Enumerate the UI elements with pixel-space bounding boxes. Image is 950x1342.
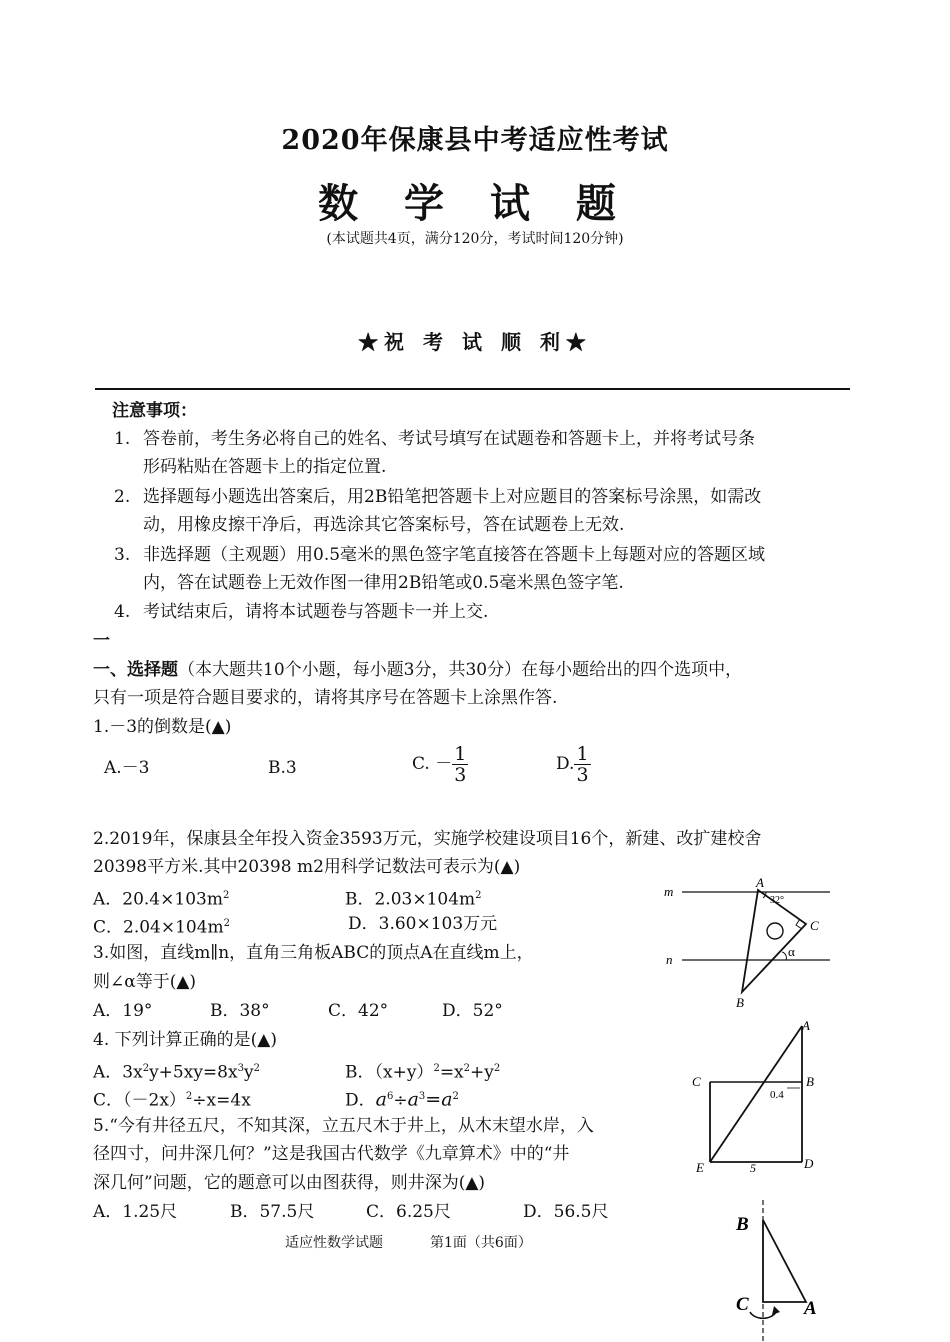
q5-option-c: C．6.25尺 <box>366 1202 451 1222</box>
superscript: 2 <box>452 1091 459 1102</box>
superscript: 2 <box>493 1063 501 1074</box>
q5-option-d: D．56.5尺 <box>523 1202 609 1222</box>
expr-part: +y <box>470 1062 494 1083</box>
expr-part: = <box>425 1088 442 1111</box>
label-32-deg: 32° <box>770 895 784 906</box>
arrow-head <box>772 1306 780 1315</box>
q5-option-a: A．1.25尺 <box>93 1202 178 1222</box>
label-alpha: α <box>788 944 795 959</box>
q2-option-b <box>345 885 482 911</box>
alpha-arc <box>782 952 786 960</box>
header-divider <box>95 388 850 390</box>
fraction-denominator: 3 <box>576 764 589 786</box>
good-luck-banner: ★祝 考 试 顺 利★ <box>358 330 592 354</box>
notice-item-4-line-1: 考试结束后，请将本试题卷与答题卡一并上交. <box>143 602 489 622</box>
q4-option-b <box>345 1058 500 1084</box>
notice-num-1: 1. <box>114 429 131 449</box>
expr-part: ÷x=4x <box>192 1090 251 1111</box>
label-c: C <box>692 1074 701 1089</box>
q2-option-b-text: B．2.03×104m <box>345 889 476 910</box>
q2-line-2: 20398平方米.其中20398 m2用科学记数法可表示为(▲) <box>93 857 521 877</box>
label-b: B <box>736 1214 749 1235</box>
label-a: A <box>802 1018 810 1033</box>
q3-option-b: B．38° <box>210 1001 270 1021</box>
label-c: C <box>810 918 819 933</box>
expr-part: =x <box>439 1062 464 1083</box>
q5-figure <box>690 1018 830 1178</box>
label-5: 5 <box>750 1161 756 1175</box>
q2-option-c-text: C．2.04×104m <box>93 917 224 938</box>
q5-option-b: B．57.5尺 <box>230 1202 315 1222</box>
fraction-denominator: 3 <box>454 764 467 786</box>
q1-option-c-prefix: C. － <box>412 754 453 774</box>
exam-info: (本试题共4页，满分120分，考试时间120分钟) <box>326 231 624 247</box>
q3-figure <box>660 872 840 1012</box>
q1-stem: 1.－3的倒数是(▲) <box>93 717 232 737</box>
label-a: A <box>804 1298 817 1319</box>
section1-desc-line-1: （本大题共10个小题，每小题3分，共30分）在每小题给出的四个选项中， <box>178 660 743 680</box>
q3-option-a: A．19° <box>93 1001 153 1021</box>
notice-item-2-line-2: 动，用橡皮擦干净后，再选涂其它答案标号，答在试题卷上无效. <box>143 515 625 535</box>
q1-option-d-prefix: D. <box>556 754 575 774</box>
q2-line-1: 2.2019年，保康县全年投入资金3593万元，实施学校建设项目16个，新建、改扩建校舍 <box>93 829 762 849</box>
superscript: 3 <box>418 1091 426 1102</box>
notice-item-3-line-1: 非选择题（主观题）用0.5毫米的黑色签字笔直接答在答题卡上每题对应的答题区域 <box>143 545 766 565</box>
section1-intro <box>93 659 742 681</box>
q2-option-d: D．3.60×103万元 <box>348 914 498 934</box>
superscript: 2 <box>433 1063 440 1074</box>
q4-option-c <box>93 1086 251 1112</box>
q5-line-3: 深几何”问题，它的题意可以由图获得，则井深为(▲) <box>93 1173 486 1193</box>
expr-part: C．（－2x） <box>93 1090 186 1111</box>
section1-heading: 一、选择题 <box>93 660 178 680</box>
var-a: a <box>407 1088 419 1111</box>
label-0-4: 0.4 <box>770 1089 784 1101</box>
footer-left: 适应性数学试题 <box>285 1235 383 1251</box>
expr-part: D． <box>345 1090 376 1111</box>
q1-option-b: B.3 <box>268 758 297 778</box>
q3-line-1: 3.如图，直线m∥n，直角三角板ABC的顶点A在直线m上， <box>93 943 534 963</box>
label-n: n <box>666 952 673 967</box>
superscript: 6 <box>386 1091 394 1102</box>
notice-num-2: 2. <box>114 487 131 507</box>
exam-title: 2020年保康县中考适应性考试 <box>281 125 669 156</box>
expr-part: y <box>243 1062 254 1083</box>
expr-part: A．3x <box>93 1062 143 1083</box>
line-ea <box>710 1026 802 1162</box>
label-m: m <box>664 884 674 899</box>
notice-item-1-line-1: 答卷前，考生务必将自己的姓名、考试号填写在试题卷和答题卡上，并将考试号条 <box>143 429 755 449</box>
q5-line-1: 5.“今有井径五尺，不知其深，立五尺木于井上，从木末望水岸，入 <box>93 1116 594 1136</box>
var-a: a <box>441 1088 453 1111</box>
superscript: 2 <box>475 890 482 901</box>
q1-option-d-fraction <box>574 744 590 785</box>
q4-option-d <box>345 1086 459 1112</box>
q2-option-c <box>93 913 230 939</box>
superscript: 2 <box>463 1063 471 1074</box>
q4-option-a <box>93 1058 260 1084</box>
q1-option-c <box>412 744 468 785</box>
superscript: 2 <box>142 1063 150 1074</box>
notice-num-4: 4. <box>114 602 131 622</box>
footer-page-number: 第1面（共6面） <box>430 1235 532 1251</box>
label-a: A <box>756 875 764 890</box>
label-e: E <box>696 1160 704 1175</box>
superscript: 2 <box>185 1091 193 1102</box>
notice-item-3-line-2: 内，答在试题卷上无效作图一律用2B铅笔或0.5毫米黑色签字笔. <box>143 573 624 593</box>
fraction-numerator: 1 <box>454 743 467 765</box>
var-a: a <box>375 1088 387 1111</box>
q3-option-d: D．52° <box>442 1001 503 1021</box>
q3-option-c: C．42° <box>328 1001 389 1021</box>
expr-part: y+5xy=8x <box>149 1062 238 1083</box>
superscript: 2 <box>253 1063 260 1074</box>
notice-num-3: 3. <box>114 545 131 565</box>
notice-item-2-line-1: 选择题每小题选出答案后，用2B铅笔把答题卡上对应题目的答案标号涂黑，如需改 <box>143 487 762 507</box>
label-d: D <box>804 1156 814 1171</box>
expr-part: B．（x+y） <box>345 1062 434 1083</box>
expr-part: ÷ <box>393 1090 408 1111</box>
q3-line-2: 则∠α等于(▲) <box>93 972 197 992</box>
q5-line-2: 径四寸，问井深几何？”这是我国古代数学《九章算术》中的“井 <box>93 1144 570 1164</box>
section1-desc-line-2: 只有一项是符合题目要求的，请将其序号在答题卡上涂黑作答. <box>93 688 558 708</box>
q4-stem: 4. 下列计算正确的是(▲) <box>93 1030 277 1050</box>
subject-title: 数 学 试 题 <box>318 180 632 227</box>
superscript: 2 <box>222 890 230 901</box>
label-b: B <box>806 1074 814 1089</box>
notice-heading: 注意事项： <box>112 401 197 421</box>
label-c: C <box>736 1294 749 1315</box>
label-b: B <box>736 995 744 1010</box>
q2-option-a-text: A．20.4×103m <box>93 889 223 910</box>
q1-option-c-fraction <box>452 744 468 785</box>
q6-figure-partial <box>728 1200 838 1342</box>
q1-option-a: A.－3 <box>104 758 150 778</box>
superscript: 3 <box>237 1063 244 1074</box>
triangle-hole <box>767 923 783 939</box>
q1-option-d <box>556 744 591 785</box>
q2-option-a <box>93 885 229 911</box>
fraction-numerator: 1 <box>576 743 589 765</box>
triangle-bca <box>763 1220 806 1302</box>
stray-mark: 一 <box>93 631 110 651</box>
notice-item-1-line-2: 形码粘贴在答题卡上的指定位置. <box>143 457 387 477</box>
superscript: 2 <box>223 918 231 929</box>
